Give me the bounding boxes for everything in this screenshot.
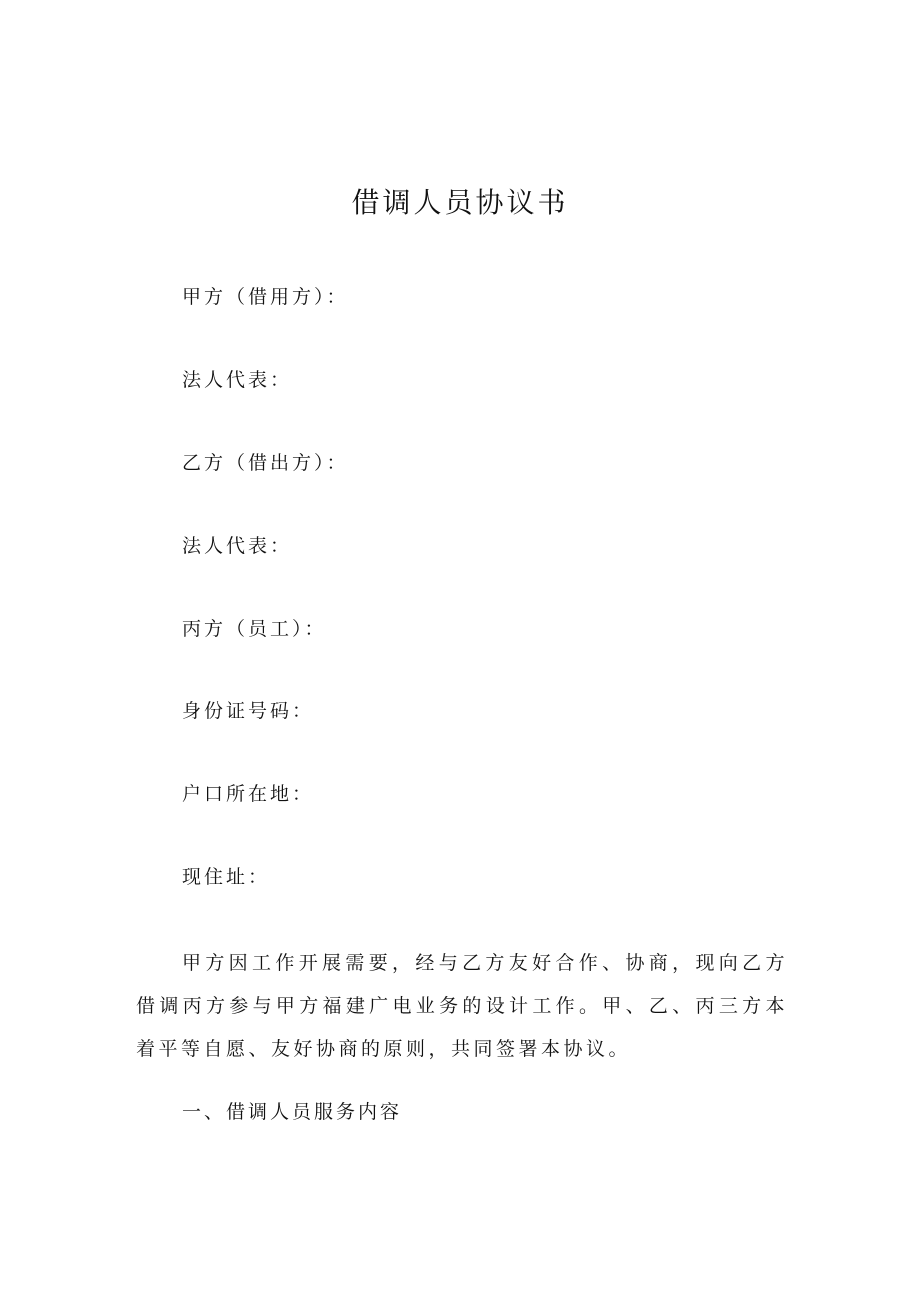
preamble-paragraph: 甲方因工作开展需要，经与乙方友好合作、协商，现向乙方借调丙方参与甲方福建广电业务的设计工作。甲、乙、丙三方本着平等自愿、友好协商的原则，共同签署本协议。 — [136, 952, 788, 1060]
document-title: 借调人员协议书 — [351, 186, 569, 219]
household-registration-label: 户口所在地： — [182, 783, 315, 805]
party-c-label: 丙方（员工）： — [182, 618, 327, 640]
party-a-label: 甲方（借用方）： — [182, 286, 349, 308]
id-number-label: 身份证号码： — [182, 700, 315, 722]
party-a-representative-label: 法人代表： — [182, 369, 293, 391]
current-address-label: 现住址： — [182, 866, 271, 888]
party-b-representative-label: 法人代表： — [182, 535, 293, 557]
section-heading-1: 一、借调人员服务内容 — [182, 1101, 403, 1123]
party-b-label: 乙方（借出方）： — [182, 452, 349, 474]
